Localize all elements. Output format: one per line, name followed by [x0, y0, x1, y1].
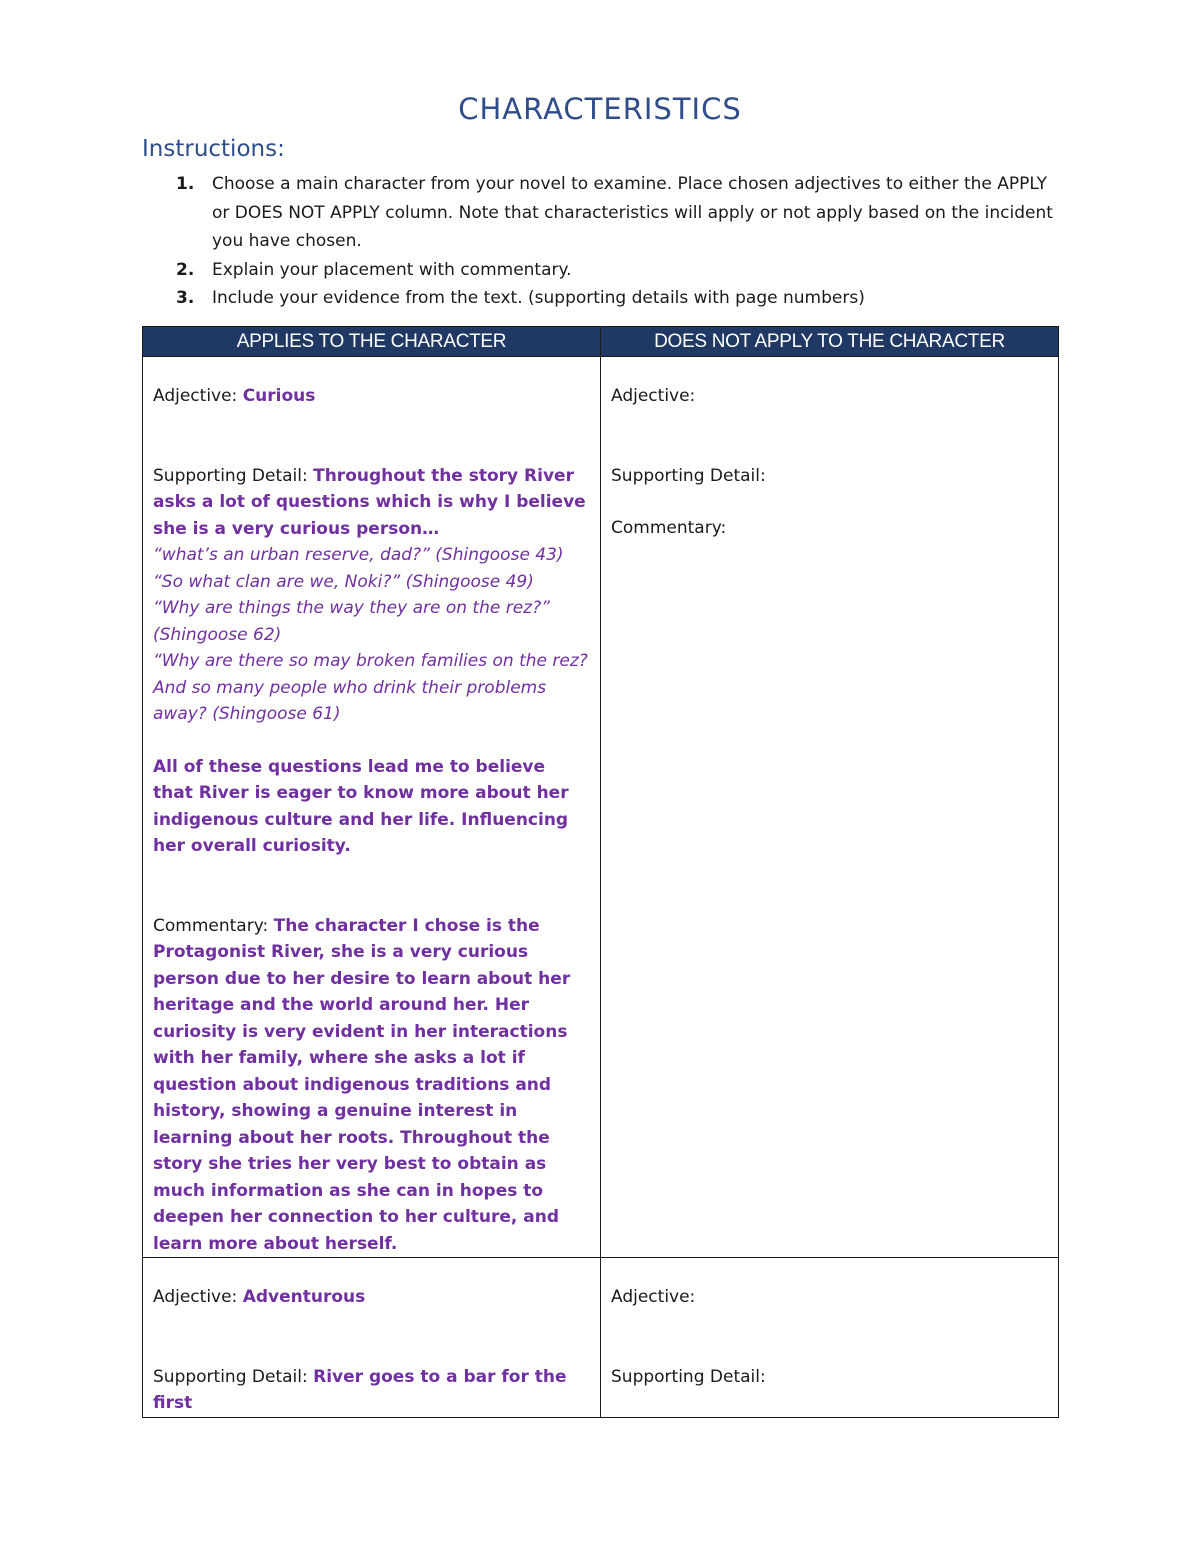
instruction-item: 3. Include your evidence from the text. (supporting details with page numbers)	[176, 288, 865, 308]
quote: “Why are things the way they are on the rez?” (Shingoose 62)	[153, 598, 550, 645]
supporting-detail-value: Throughout the story River asks a lot of questions which is why I believe she is a very curious person…	[153, 465, 586, 539]
instruction-text: Include your evidence from the text. (supporting details with page numbers)	[212, 288, 865, 308]
adjective-line: Adjective:	[611, 1287, 696, 1307]
instruction-item: 1. Choose a main character from your novel to examine. Place chosen adjectives to either the APPLY or DOES NOT APPLY column. Note that characteristics will apply or not apply based on the incident you have chosen.	[176, 174, 1053, 251]
quote: “Why are there so may broken families on the rez? And so many people who drink their problems away? (Shingoose 61)	[153, 651, 588, 724]
commentary-line: Commentary:	[611, 518, 727, 538]
table-row	[143, 1258, 1059, 1418]
supporting-detail-line: Supporting Detail:	[611, 465, 766, 486]
commentary-value: The character I chose is the Protagonist River, she is a very curious person due to her desire to learn about her heritage and the world around her. Her curiosity is very evident in her interactions with her family, where she asks a lot if question about indigenous traditions and history, showing a genuine interest in learning about her roots. Throughout the story she tries her very best to obtain as much information as she can in hopes to deepen her connection to her culture, and learn more about herself.	[153, 915, 571, 1254]
does-not-apply-cell	[601, 357, 1059, 1258]
header-does-not-apply: DOES NOT APPLY TO THE CHARACTER	[601, 327, 1059, 357]
instructions-heading: Instructions:	[142, 136, 285, 162]
supporting-detail-line: Supporting Detail: River goes to a bar for the first	[153, 1366, 567, 1413]
adjective-value: Adventurous	[242, 1287, 366, 1307]
applies-cell	[143, 357, 601, 1258]
characteristics-table	[142, 326, 1059, 1418]
adjective-line: Adjective: Adventurous	[153, 1287, 366, 1307]
header-applies: APPLIES TO THE CHARACTER	[143, 327, 601, 357]
quote: “So what clan are we, Noki?” (Shingoose 49)	[153, 571, 534, 592]
instructions-list	[176, 170, 1056, 313]
document-title: CHARACTERISTICS	[458, 92, 742, 126]
applies-cell	[143, 1258, 601, 1418]
table-row	[143, 357, 1059, 1258]
quote: “what’s an urban reserve, dad?” (Shingoose 43)	[153, 545, 564, 565]
adjective-line: Adjective: Curious	[153, 386, 316, 406]
adjective-line: Adjective:	[611, 386, 696, 406]
supporting-detail-value: River goes to a bar for the first	[153, 1366, 567, 1413]
supporting-detail-line: Supporting Detail: Throughout the story River asks a lot of questions which is why I believe she is a very curious person…	[153, 465, 586, 539]
does-not-apply-cell	[601, 1258, 1059, 1418]
adjective-value: Curious	[242, 386, 316, 406]
commentary-line: Commentary: The character I chose is the Protagonist River, she is a very curious person due to her desire to learn about her heritage and the world around her. Her curiosity is very evident in her interactions with her family, where she asks a lot if question about indigenous traditions and history, showing a genuine interest in learning about her roots. Throughout the story she tries her very best to obtain as much information as she can in hopes to deepen her connection to her culture, and learn more about herself.	[153, 915, 571, 1254]
supporting-detail-line: Supporting Detail:	[611, 1366, 766, 1387]
instruction-item: 2. Explain your placement with commentary.	[176, 259, 572, 280]
instruction-text: Explain your placement with commentary.	[212, 259, 572, 280]
summary-paragraph: All of these questions lead me to believe that River is eager to know more about her indigenous culture and her life. Influencing her overall curiosity.	[153, 756, 569, 856]
instruction-text: Choose a main character from your novel to examine. Place chosen adjectives to either the APPLY or DOES NOT APPLY column. Note that characteristics will apply or not apply based on the incident you have chosen.	[212, 174, 1053, 251]
